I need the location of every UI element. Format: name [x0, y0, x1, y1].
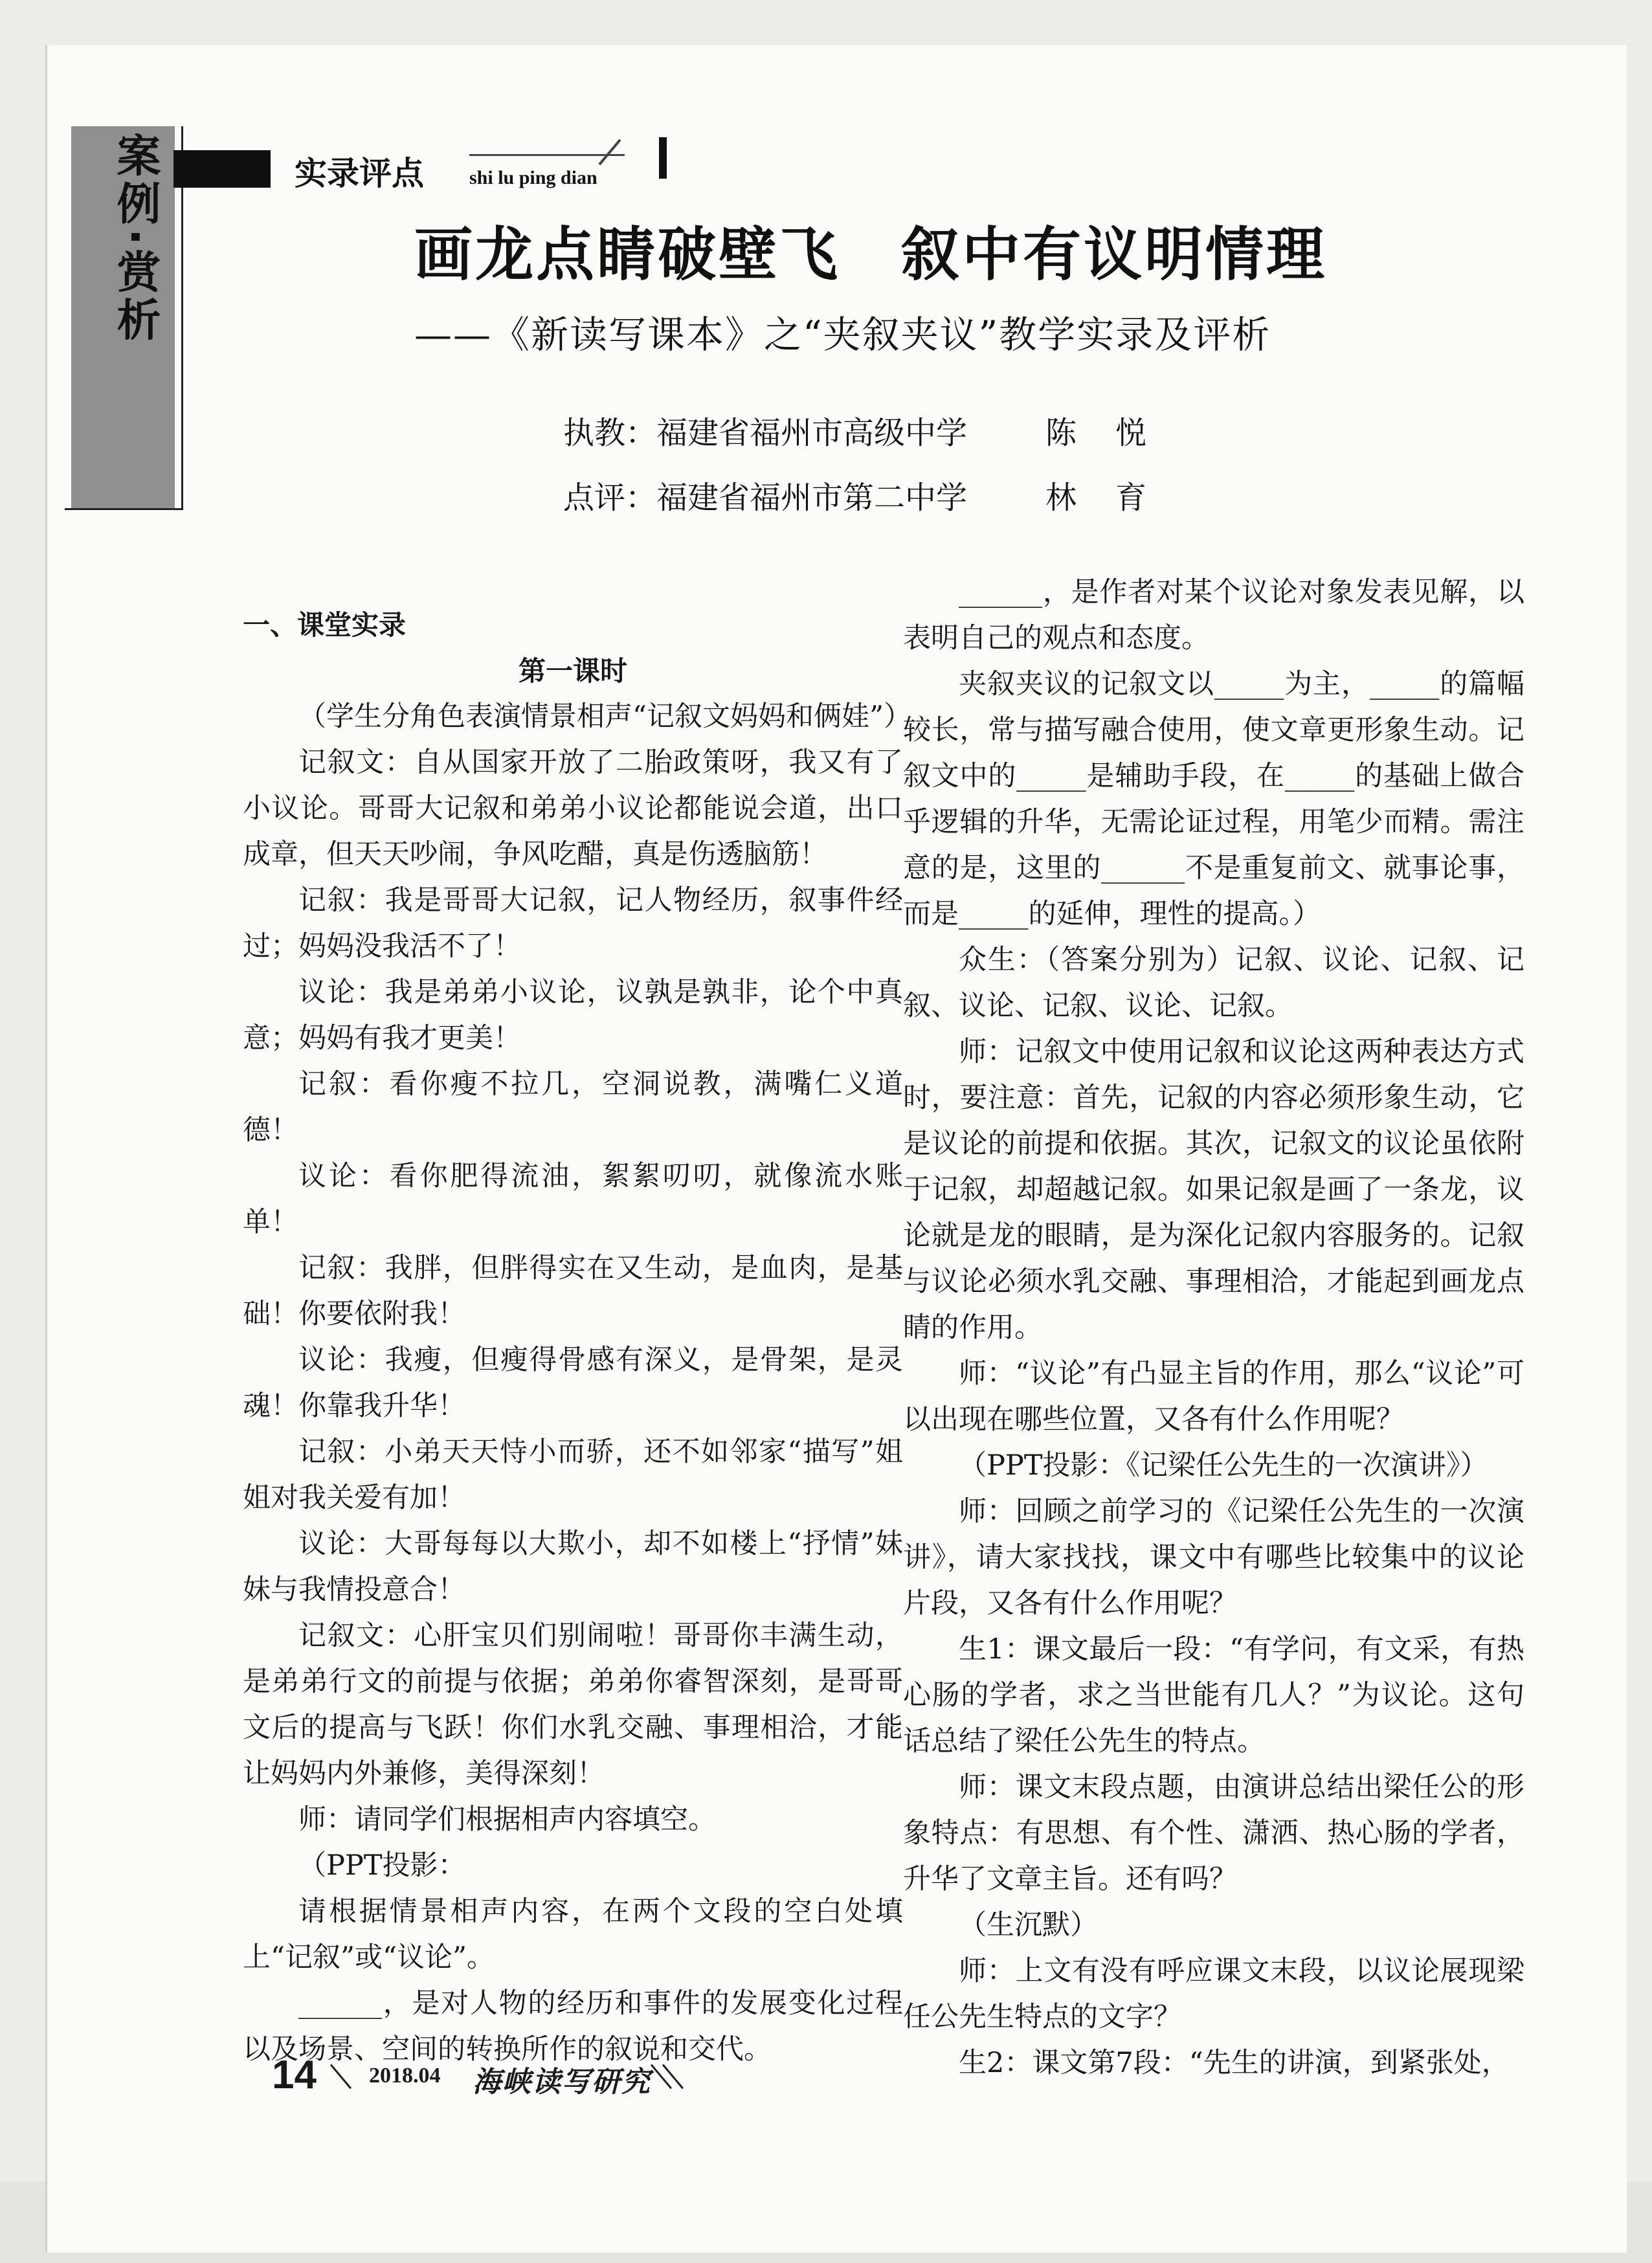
article-subtitle: ——《新读写课本》之“夹叙夹议”教学实录及评析: [414, 313, 1271, 357]
reviewer-credit: [563, 473, 1186, 517]
journal-name: 海峡读写研究: [473, 2066, 651, 2099]
teacher-label: 执教：福建省福州市高级中学: [563, 415, 968, 451]
paragraph: ______，是作者对某个议论对象发表见解，以表明自己的观点和态度。: [903, 576, 1524, 654]
paragraph: 师：“议论”有凸显主旨的作用，那么“议论”可以出现在哪些位置，又各有什么作用呢？: [903, 1357, 1524, 1436]
section-marker-block: [173, 150, 271, 188]
section-rule: [469, 154, 625, 156]
paragraph: 师：回顾之前学习的《记梁任公先生的一次演讲》，请大家找找，课文中有哪些比较集中的议论片段，又各有什么作用呢？: [903, 1495, 1524, 1620]
section-heading: 一、课堂实录: [243, 609, 407, 641]
paragraph: 师：课文末段点题，由演讲总结出梁任公的形象特点：有思想、有个性、潇洒、热心肠的学者，升华了文章主旨。还有吗？: [903, 1771, 1524, 1895]
paragraph: 师：记叙文中使用记叙和议论这两种表达方式时，要注意：首先，记叙的内容必须形象生动，它是议论的前提和依据。其次，记叙文的议论虽依附于记叙，却超越记叙。如果记叙是画了一条龙，议论就是龙的眼睛，是为深化记叙内容服务的。记叙与议论必须水乳交融、事理相洽，才能起到画龙点睛的作用。: [903, 1036, 1524, 1344]
paragraph: 议论：我是弟弟小议论，议孰是孰非，论个中真意；妈妈有我才更美！: [243, 976, 903, 1054]
teacher-credit: [563, 408, 1186, 452]
paragraph: 夹叙夹议的记叙文以_____为主，_____的篇幅较长，常与描写融合使用，使文章更形象生动。记叙文中的_____是辅助手段，在_____的基础上做合乎逻辑的升华，无需论证过程，用笔少而精。需注意的是，这里的______不是重复前文、就事论事，而是_____的延伸，理性的提高。）: [903, 668, 1524, 930]
teacher-name: 陈悦: [1045, 415, 1186, 451]
paragraph: （生沉默）: [959, 1909, 1098, 1941]
issue-date: 2018.04: [369, 2064, 441, 2088]
lesson-heading: 第一课时: [518, 655, 627, 687]
right-paragraphs: [903, 570, 1524, 2086]
paragraph: 记叙文：心肝宝贝们别闹啦！哥哥你丰满生动，是弟弟行文的前提与依据；弟弟你睿智深刻，是哥哥文后的提高与飞跃！你们水乳交融、事理相洽，才能让妈妈内外兼修，美得深刻！: [243, 1620, 903, 1790]
paragraph: 记叙：看你瘦不拉几，空洞说教，满嘴仁义道德！: [243, 1068, 903, 1146]
article-title: 画龙点睛破壁飞 叙中有议明情理: [414, 220, 1327, 289]
paragraph: （PPT投影：: [298, 1849, 466, 1882]
paragraph: 众生：（答案分别为）记叙、议论、记叙、记叙、议论、记叙、议论、记叙。: [903, 944, 1524, 1022]
side-category-tag: 案例·赏析: [109, 133, 161, 345]
page-number: 14: [272, 2053, 317, 2097]
paragraph: ______，是对人物的经历和事件的发展变化过程以及场景、空间的转换所作的叙说和交代。: [243, 1987, 903, 2066]
paragraph: 生2：课文第7段：“先生的讲演，到紧张处，: [959, 2047, 1510, 2079]
reviewer-name: 林育: [1045, 480, 1186, 516]
paragraph: 议论：大哥每每以大欺小，却不如楼上“抒情”妹妹与我情投意合！: [243, 1528, 903, 1606]
paragraph: 请根据情景相声内容，在两个文段的空白处填上“记叙”或“议论”。: [243, 1895, 903, 1974]
section-name: 实录评点: [295, 155, 424, 192]
paragraph: （PPT投影：《记梁任公先生的一次演讲》）: [959, 1449, 1488, 1482]
paragraph: 议论：看你肥得流油，絮絮叨叨，就像流水账单！: [243, 1160, 903, 1238]
section-bar: [659, 137, 667, 179]
left-paragraphs: [243, 694, 911, 2073]
reviewer-label: 点评：福建省福州市第二中学: [563, 480, 968, 516]
left-column: [243, 602, 911, 2073]
paragraph: 记叙文：自从国家开放了二胎政策呀，我又有了小议论。哥哥大记叙和弟弟小议论都能说会道，出口成章，但天天吵闹，争风吃醋，真是伤透脑筋！: [243, 746, 903, 871]
paragraph: 生1：课文最后一段：“有学问，有文采，有热心肠的学者，求之当世能有几人？”为议论。这句话总结了梁任公先生的特点。: [903, 1633, 1524, 1757]
paragraph: 记叙：小弟天天恃小而骄，还不如邻家“描写”姐姐对我关爱有加！: [243, 1436, 903, 1514]
paragraph: （学生分角色表演情景相声“记叙文妈妈和俩娃”）: [298, 700, 911, 733]
paragraph: 记叙：我胖，但胖得实在又生动，是血肉，是基础！你要依附我！: [243, 1252, 903, 1330]
paragraph: 师：上文有没有呼应课文末段，以议论展现梁任公先生特点的文字？: [903, 1955, 1524, 2033]
right-column: [903, 570, 1524, 2086]
paragraph: 议论：我瘦，但瘦得骨感有深义，是骨架，是灵魂！你靠我升华！: [243, 1344, 903, 1422]
section-pinyin: shi lu ping dian: [469, 167, 597, 188]
paragraph: 记叙：我是哥哥大记叙，记人物经历，叙事件经过；妈妈没我活不了！: [243, 884, 903, 963]
paragraph: 师：请同学们根据相声内容填空。: [298, 1803, 716, 1836]
